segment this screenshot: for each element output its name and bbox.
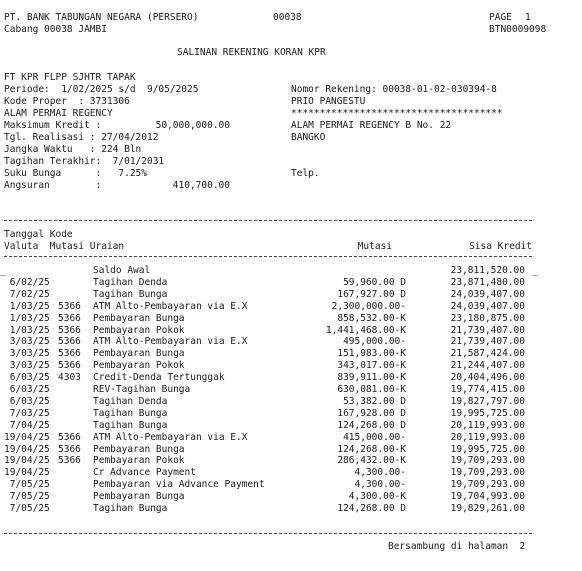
bank-name: PT. BANK TABUNGAN NEGARA (PERSERO) <box>4 12 199 23</box>
row-sisa-kredit: 20,404,496.00 <box>450 372 525 384</box>
tagihan-terakhir: Tagihan Terakhir: 7/01/2031 <box>4 156 165 167</box>
row-description: Pembayaran Pokok <box>93 324 185 336</box>
row-mutasi: 1,441,468.00-K <box>325 324 406 336</box>
document-title: SALINAN REKENING KORAN KPR <box>177 47 326 58</box>
row-date: 6/02/25 <box>4 276 50 288</box>
row-date: 3/03/25 <box>4 360 50 372</box>
row-mutasi: 4,300.00-K <box>348 491 406 503</box>
separator-bottom <box>4 533 532 534</box>
column-header-sisa-kredit: Sisa Kredit <box>469 241 532 252</box>
row-date: 7/05/25 <box>4 479 50 491</box>
angsuran-value: 410,700.00 <box>172 180 230 191</box>
maksimum-kredit-label: Maksimum Kredit : <box>4 120 102 131</box>
row-code: 5366 <box>58 336 81 348</box>
row-date: 3/03/25 <box>4 336 50 348</box>
row-code: 4303 <box>58 372 81 384</box>
customer-name: PRIO PANGESTU <box>291 96 366 107</box>
row-date: 6/03/25 <box>4 395 50 407</box>
branch-name: Cabang 00038 JAMBI <box>4 24 107 35</box>
column-header-mutasi: Mutasi <box>357 241 392 252</box>
row-description: Pembayaran Bunga <box>93 348 185 360</box>
row-mutasi: 4,300.00- <box>354 479 406 491</box>
row-mutasi: 4,300.00- <box>354 467 406 479</box>
row-sisa-kredit: 20,119,993.00 <box>450 431 525 443</box>
row-mutasi: 124,268.00 D <box>337 503 406 514</box>
row-description: Tagihan Bunga <box>93 407 168 419</box>
row-mutasi: 286,432.00-K <box>337 455 406 467</box>
row-sisa-kredit: 23,811,520.00 <box>450 265 525 276</box>
row-description: Pembayaran via Advance Payment <box>93 479 265 491</box>
row-code: 5366 <box>58 312 81 324</box>
left-margin-mark: _ <box>0 265 6 276</box>
column-header-date-code: Tanggal Kode <box>4 229 73 240</box>
row-mutasi: 839,911.00-K <box>337 372 406 384</box>
row-description: Pembayaran Bunga <box>93 312 185 324</box>
row-description: Tagihan Bunga <box>93 419 168 431</box>
row-sisa-kredit: 19,709,293.00 <box>450 455 525 467</box>
row-date: 19/04/25 <box>4 443 50 455</box>
row-sisa-kredit: 19,709,293.00 <box>450 479 525 491</box>
document-code: BTN0009098 <box>489 24 547 35</box>
row-code: 5366 <box>58 431 81 443</box>
row-description: Pembayaran Pokok <box>93 455 185 467</box>
maksimum-kredit-value: 50,000,000.00 <box>155 120 230 131</box>
row-description: ATM Alto-Pembayaran via E.X <box>93 300 248 312</box>
row-description: Tagihan Bunga <box>93 503 168 514</box>
row-sisa-kredit: 19,709,293.00 <box>450 467 525 479</box>
asterisk-line: ************************************* <box>291 108 503 119</box>
row-mutasi: 495,000.00- <box>343 336 406 348</box>
row-description: REV-Tagihan Bunga <box>93 384 191 395</box>
row-sisa-kredit: 23,180,875.00 <box>450 312 525 324</box>
row-mutasi: 53,382.00 D <box>343 395 406 407</box>
row-date: 3/03/25 <box>4 348 50 360</box>
row-sisa-kredit: 21,739,407.00 <box>450 324 525 336</box>
row-date: 1/03/25 <box>4 324 50 336</box>
row-sisa-kredit: 19,829,261.00 <box>450 503 525 514</box>
row-date: 19/04/25 <box>4 467 50 479</box>
row-description: ATM Alto-Pembayaran via E.X <box>93 431 248 443</box>
branch-code: 00038 <box>273 12 302 23</box>
row-date: 1/03/25 <box>4 300 50 312</box>
page-label: PAGE <box>489 12 512 23</box>
row-mutasi: 151,983.00-K <box>337 348 406 360</box>
account-number: Nomor Rekening: 00038-01-02-030394-8 <box>291 84 497 95</box>
row-date: 19/04/25 <box>4 431 50 443</box>
row-date: 7/05/25 <box>4 503 50 514</box>
row-mutasi: 630,081.00-K <box>337 384 406 395</box>
row-date: 6/03/25 <box>4 372 50 384</box>
row-code: 5366 <box>58 360 81 372</box>
row-date: 7/02/25 <box>4 288 50 300</box>
row-date: 7/05/25 <box>4 491 50 503</box>
row-sisa-kredit: 21,587,424.00 <box>450 348 525 360</box>
row-mutasi: 124,268.00-K <box>337 443 406 455</box>
column-header-valuta: Valuta Mutasi Uraian <box>4 241 125 252</box>
row-sisa-kredit: 19,995,725.00 <box>450 407 525 419</box>
suku-bunga: Suku Bunga : 7.25% <box>4 168 147 179</box>
angsuran-label: Angsuran : <box>4 180 102 191</box>
row-date: 1/03/25 <box>4 312 50 324</box>
row-mutasi: 415,000.00- <box>343 431 406 443</box>
row-sisa-kredit: 24,039,407.00 <box>450 300 525 312</box>
row-description: Tagihan Denda <box>93 276 168 288</box>
separator-top <box>4 220 532 221</box>
row-code: 5366 <box>58 300 81 312</box>
page-number: 1 <box>525 12 531 23</box>
kode-proper: Kode Proper : 3731306 <box>4 96 130 107</box>
row-description: Cr Advance Payment <box>93 467 196 479</box>
row-date: 7/04/25 <box>4 419 50 431</box>
row-description: Tagihan Denda <box>93 395 168 407</box>
jangka-waktu: Jangka Waktu : 224 Bln <box>4 144 142 155</box>
row-sisa-kredit: 24,039,407.00 <box>450 288 525 300</box>
row-sisa-kredit: 19,704,993.00 <box>450 491 525 503</box>
right-margin-mark: _ <box>532 265 538 276</box>
row-code: 5366 <box>58 324 81 336</box>
row-description: Saldo Awal <box>93 265 151 276</box>
tgl-realisasi: Tgl. Realisasi : 27/04/2012 <box>4 132 159 143</box>
row-date: 19/04/25 <box>4 455 50 467</box>
customer-address: ALAM PERMAI REGENCY B No. 22 <box>291 120 452 131</box>
customer-city: BANGKO <box>291 132 326 143</box>
separator-header <box>4 256 532 257</box>
row-description: Pembayaran Pokok <box>93 360 185 372</box>
row-code: 5366 <box>58 348 81 360</box>
telephone-label: Telp. <box>291 168 320 179</box>
product-name: FT KPR FLPP SJHTR TAPAK <box>4 72 136 83</box>
row-description: Credit-Denda Tertunggak <box>93 372 225 384</box>
row-sisa-kredit: 21,244,407.00 <box>450 360 525 372</box>
row-sisa-kredit: 20,119,993.00 <box>450 419 525 431</box>
project-name: ALAM PERMAI REGENCY <box>4 108 113 119</box>
row-mutasi: 858,532.00-K <box>337 312 406 324</box>
row-mutasi: 2,300,000.00- <box>331 300 406 312</box>
row-mutasi: 167,927.00 D <box>337 288 406 300</box>
row-description: ATM Alto-Pembayaran via E.X <box>93 336 248 348</box>
period: Periode: 1/02/2025 s/d 9/05/2025 <box>4 84 199 95</box>
row-sisa-kredit: 19,827,797.00 <box>450 395 525 407</box>
row-sisa-kredit: 19,995,725.00 <box>450 443 525 455</box>
row-description: Tagihan Bunga <box>93 288 168 300</box>
row-mutasi: 124,268.00 D <box>337 419 406 431</box>
row-code: 5366 <box>58 443 81 455</box>
row-date: 7/03/25 <box>4 407 50 419</box>
row-description: Pembayaran Bunga <box>93 443 185 455</box>
row-sisa-kredit: 21,739,407.00 <box>450 336 525 348</box>
row-description: Pembayaran Bunga <box>93 491 185 503</box>
row-mutasi: 59,960.00 D <box>343 276 406 288</box>
continued-note: Bersambung di halaman 2 <box>388 541 526 552</box>
row-mutasi: 167,928.00 D <box>337 407 406 419</box>
row-mutasi: 343,017.00-K <box>337 360 406 372</box>
row-sisa-kredit: 23,871,480.00 <box>450 276 525 288</box>
row-sisa-kredit: 19,774,415.00 <box>450 384 525 395</box>
row-code: 5366 <box>58 455 81 467</box>
row-date: 6/03/25 <box>4 384 50 395</box>
